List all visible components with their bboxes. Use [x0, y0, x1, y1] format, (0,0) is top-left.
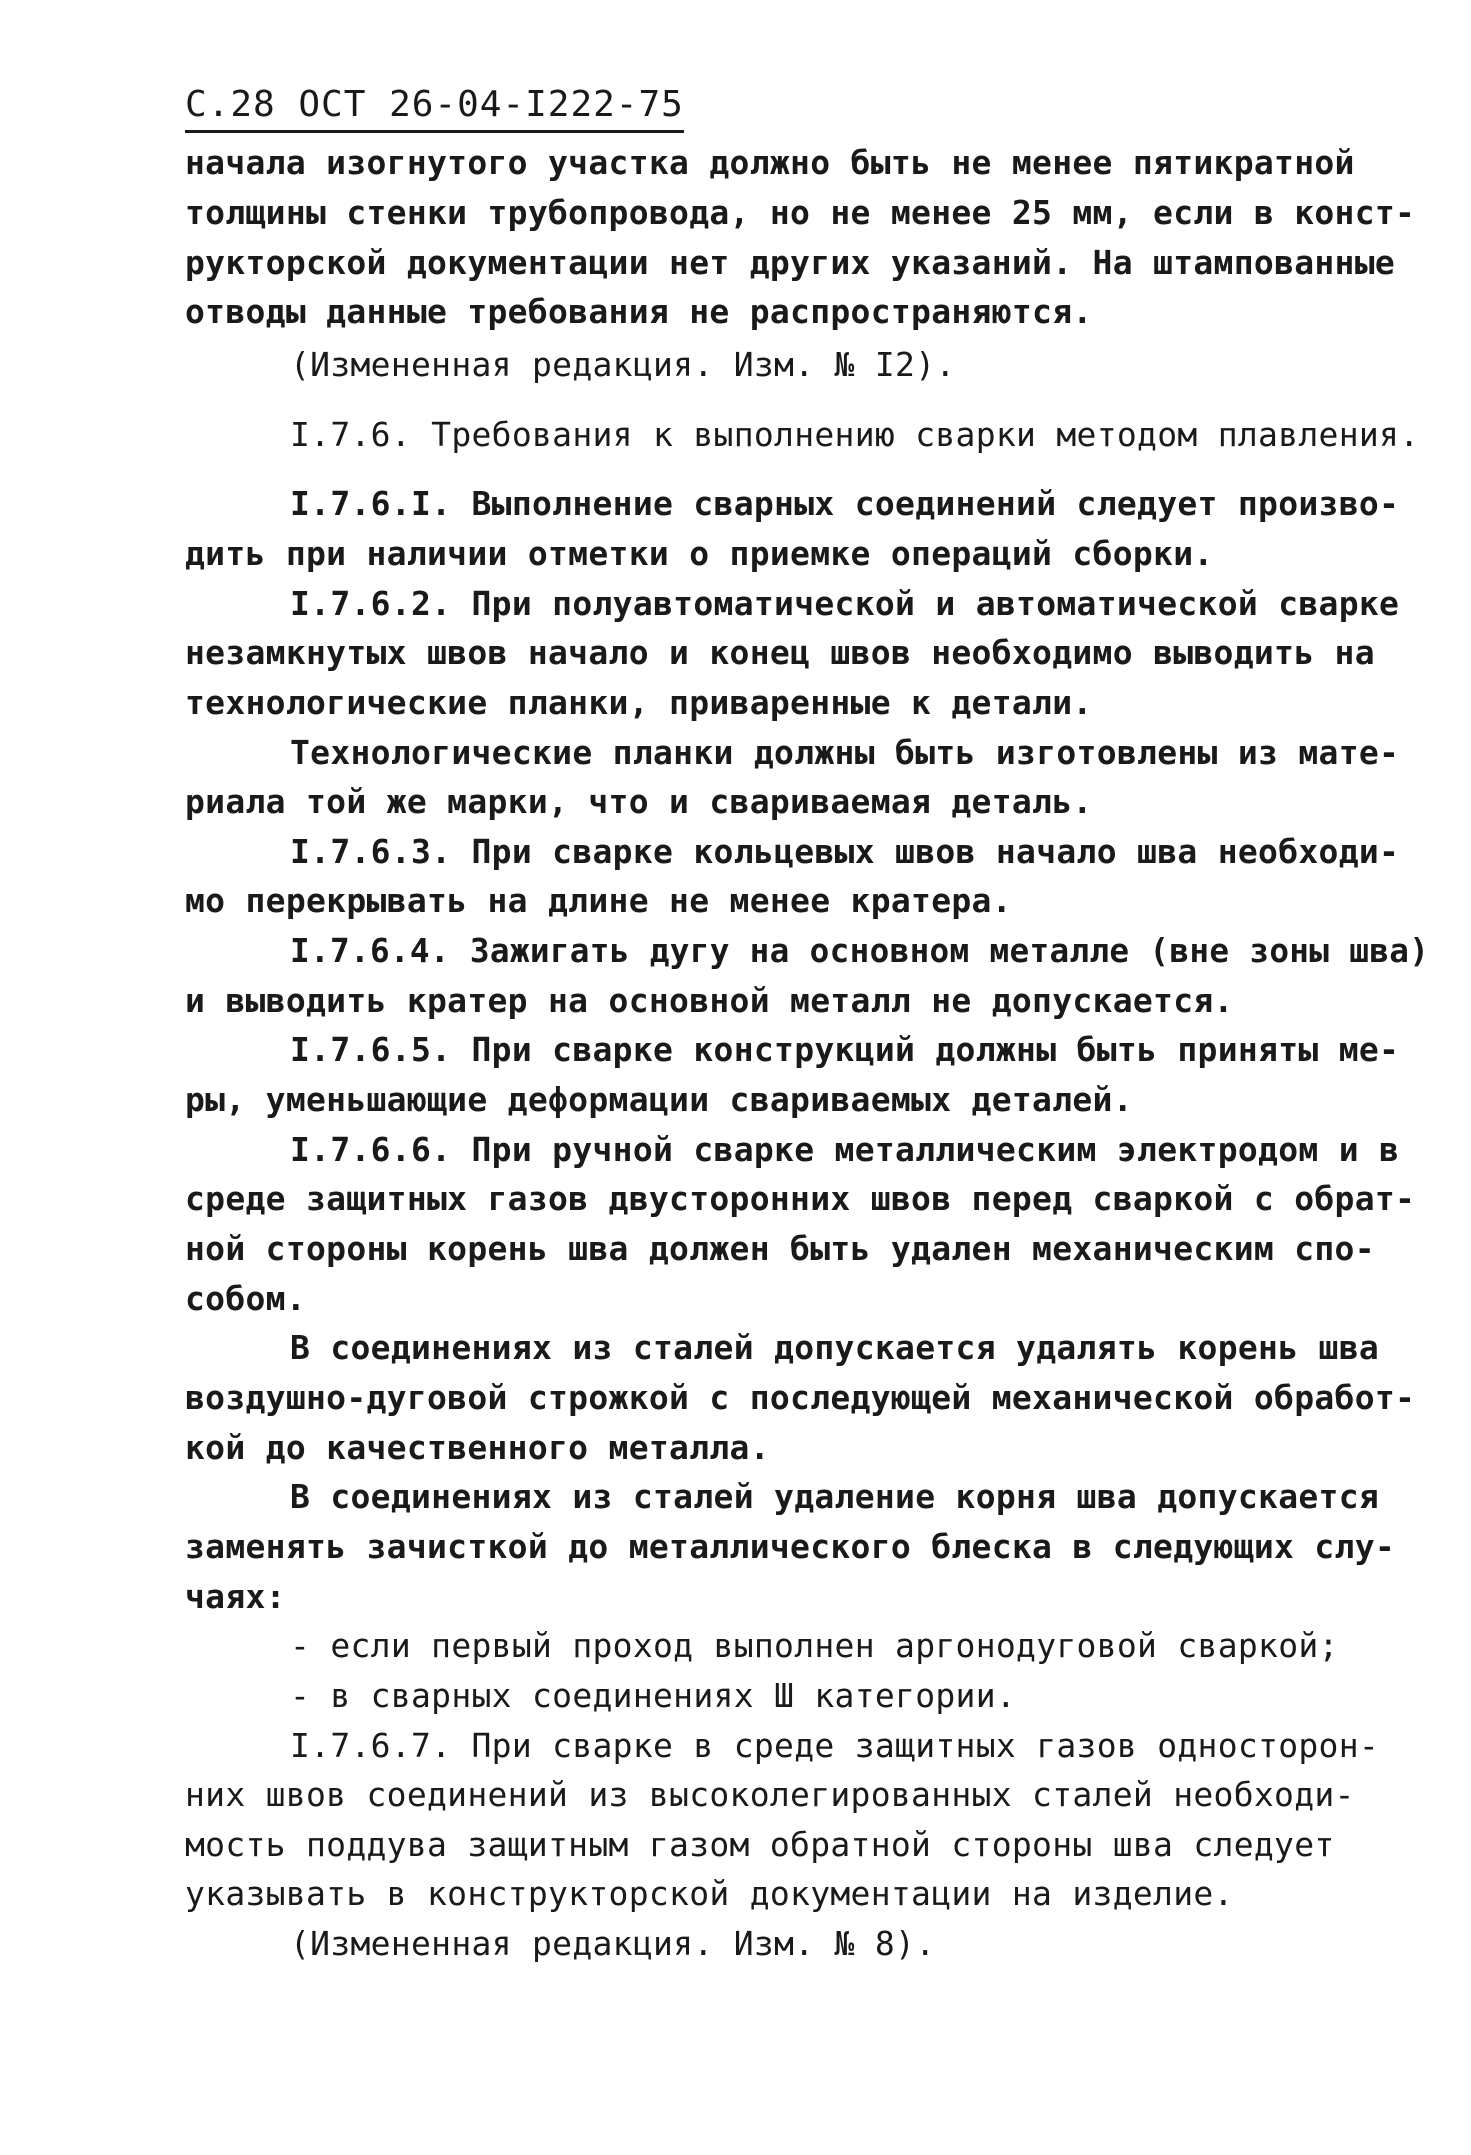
text-line: рукторской документации нет других указаний. На штампованные [185, 243, 1396, 282]
text-line: и выводить кратер на основной металл не допускается. [185, 981, 1234, 1020]
text-line: I.7.6.3. При сварке кольцевых швов начало шва необходи- [290, 832, 1400, 871]
text-line: начала изогнутого участка должно быть не менее пятикратной [185, 143, 1355, 182]
text-line: I.7.6.5. При сварке конструкций должны быть приняты ме- [290, 1030, 1400, 1069]
change-note: (Измененная редакция. Изм. № 8). [290, 1924, 936, 1963]
change-note: (Измененная редакция. Изм. № I2). [290, 345, 956, 384]
text-line: воздушно-дуговой строжкой с последующей механической обработ- [185, 1378, 1416, 1417]
text-line: указывать в конструкторской документации на изделие. [185, 1874, 1234, 1913]
section-heading: I.7.6. Требования к выполнению сварки методом плавления. [290, 415, 1420, 454]
text-line: незамкнутых швов начало и конец швов необходимо выводить на [185, 633, 1375, 672]
text-line: заменять зачисткой до металлического блеска в следующих слу- [185, 1527, 1396, 1566]
text-line: отводы данные требования не распространяются. [185, 292, 1093, 331]
text-line: технологические планки, приваренные к детали. [185, 683, 1093, 722]
text-line: I.7.6.2. При полуавтоматической и автоматической сварке [290, 584, 1400, 623]
text-line: собом. [185, 1279, 307, 1318]
text-line: I.7.6.6. При ручной сварке металлическим электродом и в [290, 1130, 1400, 1169]
list-item: - в сварных соединениях Ш категории. [290, 1676, 1017, 1715]
text-line: мо перекрывать на длине не менее кратера. [185, 881, 1012, 920]
text-line: ной стороны корень шва должен быть удален механическим спо- [185, 1229, 1375, 1268]
text-line: дить при наличии отметки о приемке операций сборки. [185, 534, 1214, 573]
page-header: С.28 ОСТ 26-04-I222-75 [185, 82, 684, 133]
text-line: I.7.6.I. Выполнение сварных соединений следует произво- [290, 484, 1400, 523]
text-line: кой до качественного металла. [185, 1428, 770, 1467]
text-line: В соединениях из сталей допускается удалять корень шва [290, 1328, 1380, 1367]
text-line: I.7.6.4. Зажигать дугу на основном металле (вне зоны шва) [290, 931, 1430, 970]
text-line: среде защитных газов двусторонних швов перед сваркой с обрат- [185, 1179, 1416, 1218]
text-line: чаях: [185, 1577, 286, 1616]
list-item: - если первый проход выполнен аргонодуговой сваркой; [290, 1626, 1339, 1665]
text-line: В соединениях из сталей удаление корня шва допускается [290, 1477, 1380, 1516]
text-line: Технологические планки должны быть изготовлены из мате- [290, 733, 1400, 772]
text-line: ры, уменьшающие деформации свариваемых деталей. [185, 1080, 1133, 1119]
text-line: I.7.6.7. При сварке в среде защитных газов односторон- [290, 1726, 1380, 1765]
text-line: них швов соединений из высоколегированных сталей необходи- [185, 1775, 1355, 1814]
text-line: мость поддува защитным газом обратной стороны шва следует [185, 1825, 1335, 1864]
text-line: толщины стенки трубопровода, но не менее 25 мм, если в конст- [185, 193, 1416, 232]
text-line: риала той же марки, что и свариваемая деталь. [185, 782, 1093, 821]
